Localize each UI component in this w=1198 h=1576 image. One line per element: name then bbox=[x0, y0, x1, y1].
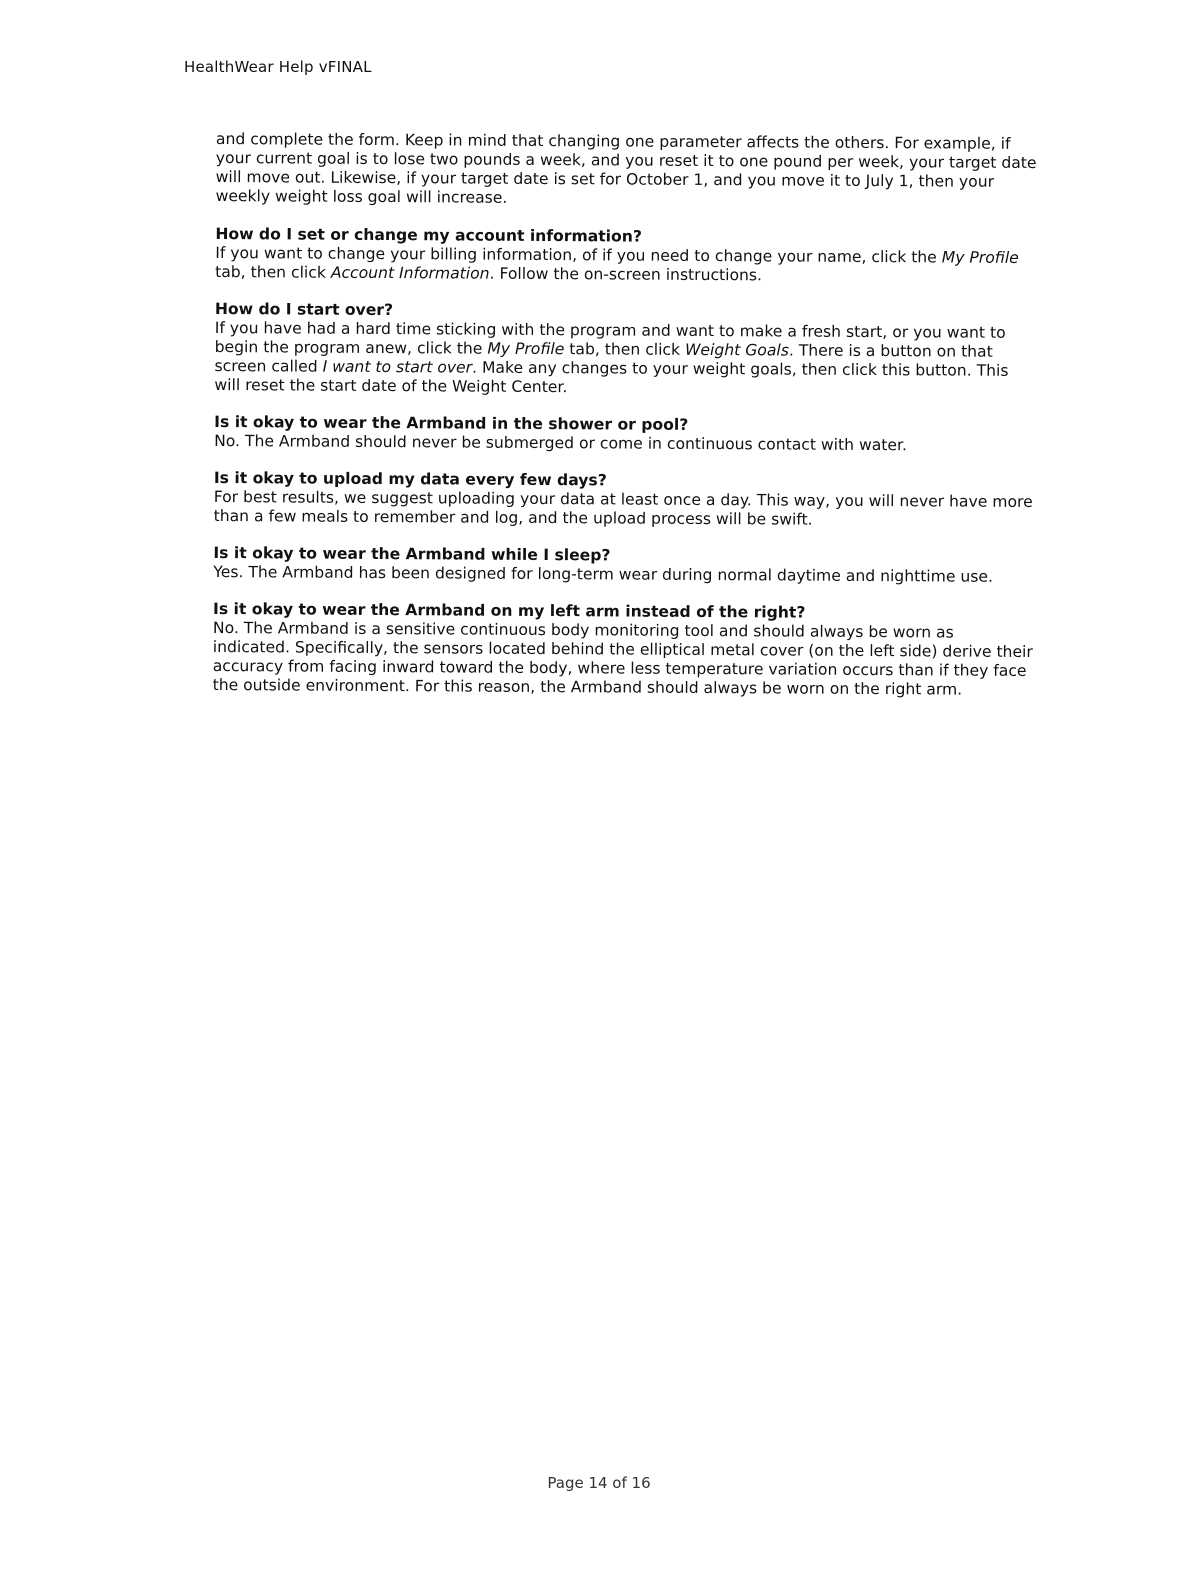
answer-text: . Make any changes to your weight goals, then click this button. This will reset the start date of the Weight Center. bbox=[214, 358, 1009, 397]
emphasis-weight-goals: Weight Goals bbox=[684, 340, 789, 360]
emphasis-start-over: I want to start over bbox=[322, 357, 473, 377]
document-body bbox=[212, 130, 1038, 718]
faq-answer: No. The Armband is a sensitive continuous body monitoring tool and should always be worn as indicated. Specifically, the sensors located behind the elliptical metal cover (on the left side) derive their accuracy from facing inward toward the body, where less temperature variation occurs than if they face the outside environment. For this reason, the Armband should always be worn on the right arm. bbox=[212, 618, 1033, 699]
faq-answer: For best results, we suggest uploading your data at least once a day. This way, you will never have more than a few meals to remember and log, and the upload process will be swift. bbox=[213, 487, 1033, 529]
emphasis-my-profile: My Profile bbox=[941, 248, 1019, 267]
answer-text: tab, then click bbox=[564, 340, 686, 359]
answer-text: tab, then click bbox=[215, 262, 331, 282]
document-header: HealthWear Help vFINAL bbox=[184, 58, 372, 76]
faq-answer: No. The Armband should never be submerged or come in continuous contact with water. bbox=[214, 431, 908, 455]
faq-shower-pool bbox=[214, 413, 1036, 456]
intro-paragraph: and complete the form. Keep in mind that changing one parameter affects the others. For example, if your current goal is to lose two pounds a week, and you reset it to one pound per week, your target date will move out. Likewise, if your target date is set for October 1, and you move it to July 1, then your weekly weight loss goal will increase. bbox=[215, 130, 1037, 207]
emphasis-my-profile: My Profile bbox=[487, 339, 565, 359]
page-number: Page 14 of 16 bbox=[547, 1474, 651, 1492]
answer-text: If you want to change your billing information, of if you need to change your name, click the bbox=[215, 243, 942, 267]
faq-left-arm bbox=[213, 600, 1036, 700]
faq-question: How do I start over? bbox=[214, 299, 394, 320]
faq-answer: Yes. The Armband has been designed for long-term wear during normal daytime and nighttime use. bbox=[213, 562, 994, 586]
answer-text: . There is a button on that screen called bbox=[214, 341, 993, 376]
faq-sleep bbox=[213, 544, 1035, 587]
faq-question: Is it okay to wear the Armband on my left arm instead of the right? bbox=[213, 599, 806, 622]
faq-answer bbox=[214, 319, 1036, 400]
faq-answer bbox=[215, 244, 1037, 287]
answer-text: . Follow the on-screen instructions. bbox=[489, 264, 763, 285]
faq-question: How do I set or change my account information? bbox=[215, 224, 642, 246]
faq-account-info bbox=[215, 225, 1037, 287]
answer-text: If you have had a hard time sticking with the program and want to make a fresh start, or you want to begin the program anew, click the bbox=[214, 318, 1006, 358]
faq-question: Is it okay to wear the Armband while I sleep? bbox=[213, 543, 611, 565]
faq-question: Is it okay to wear the Armband in the shower or pool? bbox=[214, 412, 689, 434]
faq-question: Is it okay to upload my data every few days? bbox=[213, 468, 607, 490]
faq-upload-frequency bbox=[214, 469, 1036, 531]
emphasis-account-information: Account Information bbox=[330, 263, 490, 283]
faq-start-over bbox=[214, 300, 1037, 400]
